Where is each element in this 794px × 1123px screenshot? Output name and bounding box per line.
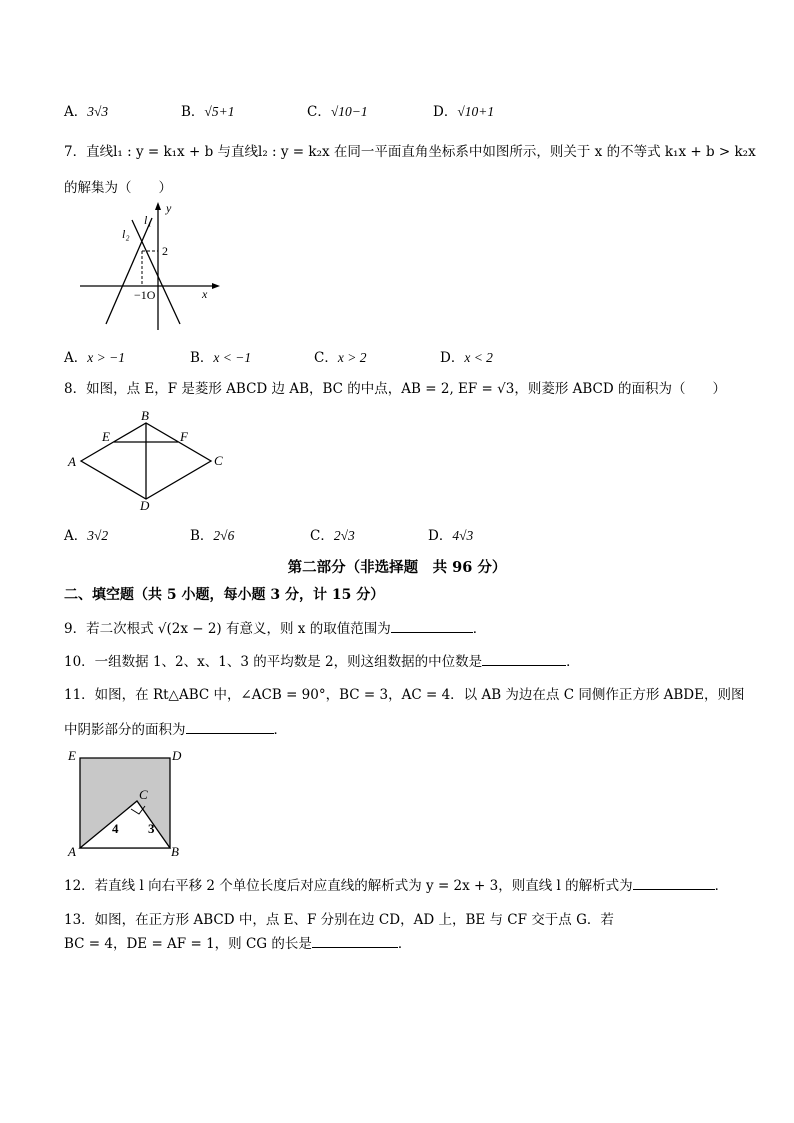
- q8-label-d: D: [140, 498, 150, 510]
- q11-length-ac: 4: [112, 821, 119, 836]
- q7-x-arrow: [212, 283, 220, 289]
- q7-option-d: D．x < 2: [440, 350, 493, 366]
- q11-label-c: C: [139, 787, 148, 802]
- q8-option-a: A．3√2: [64, 528, 109, 544]
- q8-rhombus-figure: [64, 406, 234, 510]
- q11-label-a: A: [68, 844, 76, 859]
- q6-option-c: C．√10−1: [307, 104, 368, 120]
- q11-label-d: D: [172, 748, 182, 763]
- q7-stem-line2: 的解集为（ ）: [64, 180, 172, 196]
- q7-label-x: x: [202, 287, 208, 301]
- q9: 9．若二次根式 √(2x − 2) 有意义，则 x 的取值范围为 ．: [64, 621, 487, 637]
- q7-tick-neg1-origin: −1O: [134, 288, 156, 302]
- q8-option-b: B．2√6: [190, 528, 235, 544]
- q8-option-d: D．4√3: [428, 528, 474, 544]
- q7-label-y: y: [166, 201, 172, 215]
- q11-square-figure: [64, 744, 194, 860]
- q11-stem: 11．如图，在 Rt△ABC 中，∠ACB = 90°，BC = 3，AC = 4．以 AB 为边在点 C 同侧作正方形 ABDE，则图: [64, 687, 745, 703]
- q7-y-arrow: [155, 202, 161, 210]
- q8-option-c: C．2√3: [310, 528, 355, 544]
- q6-option-b: B．√5+1: [181, 104, 235, 120]
- q7-option-b: B．x < −1: [190, 350, 252, 366]
- q6-option-d: D．√10+1: [433, 104, 495, 120]
- q9-stem: 9．若二次根式 √(2x − 2) 有意义，则 x 的取值范围为: [64, 621, 391, 637]
- q10-answer-blank[interactable]: [482, 653, 566, 666]
- part2-title: 第二部分（非选择题 共 96 分）: [287, 559, 507, 576]
- q8-stem: 8．如图，点 E，F 是菱形 ABCD 边 AB，BC 的中点，AB = 2, EF = √3，则菱形 ABCD 的面积为（ ）: [64, 381, 727, 397]
- q7-option-a: A．x > −1: [64, 350, 125, 366]
- q8-label-a: A: [68, 454, 76, 469]
- q11-label-b: B: [171, 844, 179, 859]
- q12-answer-blank[interactable]: [633, 877, 715, 890]
- q10-stem: 10．一组数据 1、2、x、1、3 的平均数是 2，则这组数据的中位数是: [64, 654, 483, 670]
- q13-stem: 13．如图，在正方形 ABCD 中，点 E、F 分别在边 CD，AD 上，BE 与 CF 交于点 G．若: [64, 912, 614, 928]
- q12: 12．若直线 l 向右平移 2 个单位长度后对应直线的解析式为 y = 2x + 3，则直线 l 的解析式为 ．: [64, 878, 729, 894]
- section2-title: 二、填空题（共 5 小题，每小题 3 分，计 15 分）: [64, 587, 385, 603]
- q7-option-c: C．x > 2: [314, 350, 367, 366]
- q8-label-b: B: [141, 408, 149, 423]
- q12-stem: 12．若直线 l 向右平移 2 个单位长度后对应直线的解析式为 y = 2x + 3，则直线 l 的解析式为: [64, 878, 633, 894]
- q13-answer-blank[interactable]: [312, 935, 398, 948]
- q10: 10．一组数据 1、2、x、1、3 的平均数是 2，则这组数据的中位数是 ．: [64, 654, 580, 670]
- q7-tick-2: 2: [162, 244, 168, 258]
- q7-line-l1: [132, 220, 180, 324]
- q11-label-e: E: [68, 748, 76, 763]
- q7-label-l2: l₂: [122, 227, 130, 241]
- q13-line2: BC = 4，DE = AF = 1，则 CG 的长是 ．: [64, 936, 412, 952]
- q11-length-bc: 3: [148, 821, 155, 836]
- q6-option-a: A．3√3: [64, 104, 109, 120]
- q8-label-e: E: [102, 429, 110, 444]
- q7-stem: 7．直线l₁ : y = k₁x + b 与直线l₂ : y = k₂x 在同一平面直角坐标系中如图所示，则关于 x 的不等式 k₁x + b > k₂x: [64, 144, 756, 160]
- q8-label-c: C: [214, 453, 223, 468]
- q8-label-f: F: [180, 429, 188, 444]
- q9-answer-blank[interactable]: [391, 620, 473, 633]
- q7-label-l1: l₁: [144, 213, 152, 227]
- q11-line2: 中阴影部分的面积为 ．: [64, 722, 287, 738]
- q11-answer-blank[interactable]: [186, 721, 274, 734]
- q7-graph: [76, 198, 226, 333]
